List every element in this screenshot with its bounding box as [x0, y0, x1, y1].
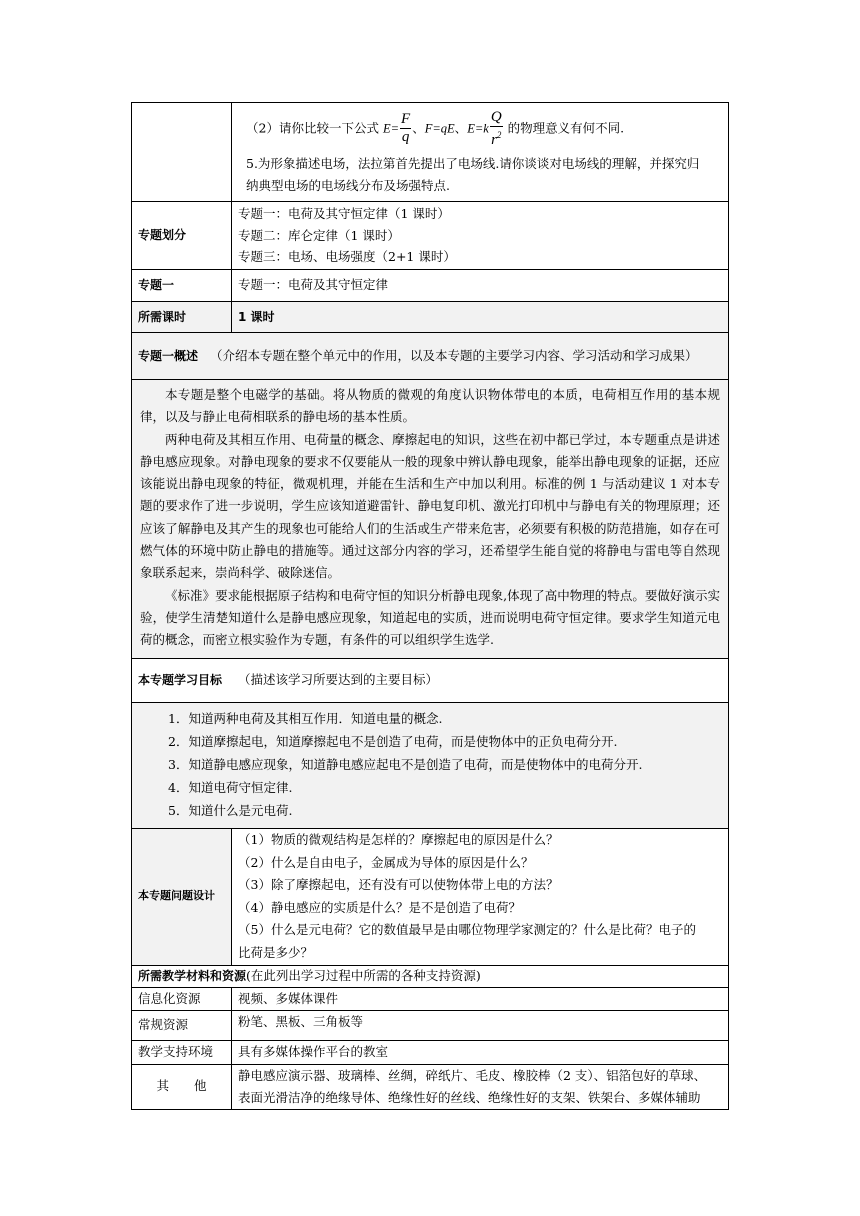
goal-item: 1．知道两种电荷及其相互作用．知道电量的概念. — [168, 710, 443, 726]
questions-cell — [232, 828, 729, 965]
resource-label: 常规资源 — [132, 1011, 232, 1041]
topic1-value: 专题一：电荷及其守恒定律 — [232, 270, 729, 302]
goals-title: 本专题学习目标 — [138, 672, 223, 687]
resource-row-environment — [132, 1041, 729, 1065]
resource-value: 视频、多媒体课件 — [232, 987, 729, 1011]
resource-other-line: 表面光滑洁净的绝缘导体、绝缘性好的丝线、绝缘性好的支架、铁架台、多媒体辅助 — [238, 1089, 701, 1105]
lesson-plan-table — [131, 102, 729, 1110]
question-item: 比荷是多少？ — [238, 944, 314, 960]
question-5-line-1: 5.为形象描述电场，法拉第首先提出了电场线.请你谈谈对电场线的理解，并探究归 — [246, 155, 700, 171]
formula-e-field: E= — [382, 121, 400, 135]
topic-item: 专题二：库仑定律（1 课时） — [238, 227, 400, 243]
overview-paragraph: 《标准》要求能根据原子结构和电荷守恒的知识分析静电现象,体现了高中物理的特点。要做好演示实验，使学生清楚知道什么是静电感应现象，知道起电的实质，进而说明电荷守恒定律。要求学生知道元电荷的概念，而密立根实验作为专题，有条件的可以组织学生选学. — [140, 587, 720, 648]
question-item: （4）静电感应的实质是什么？是不是创造了电荷？ — [238, 899, 521, 915]
overview-header-row — [132, 333, 729, 380]
formula-point-charge: E=k — [467, 121, 489, 135]
resource-row-regular — [132, 1011, 729, 1041]
hours-row — [132, 302, 729, 333]
resource-value: 粉笔、黑板、三角板等 — [232, 1011, 729, 1041]
overview-note: （介绍本专题在整个单元中的作用，以及本专题的主要学习内容、学习活动和学习成果） — [210, 347, 698, 363]
goals-note: （描述该学习所要达到的主要目标） — [238, 671, 439, 687]
overview-header — [132, 333, 729, 380]
fraction-q-over-r2 — [490, 109, 503, 149]
hours-value: 1 课时 — [232, 302, 729, 333]
formula-force: F=qE — [424, 121, 455, 135]
goals-header-row — [132, 658, 729, 702]
goals-header — [132, 658, 729, 702]
question-5-line-2: 纳典型电场的电场线分布及场强特点. — [246, 178, 450, 193]
hours-label: 所需课时 — [132, 302, 232, 333]
question-2-suffix: 的物理意义有何不同. — [503, 120, 625, 135]
denominator-base: r — [491, 131, 497, 148]
resources-header — [132, 965, 729, 987]
goal-item: 3．知道静电感应现象，知道静电感应起电不是创造了电荷，而是使物体中的电荷分开. — [168, 756, 643, 772]
overview-paragraph: 两种电荷及其相互作用、电荷量的概念、摩擦起电的知识，这些在初中都已学过，本专题重点是讲述静电感应现象。对静电现象的要求不仅要能从一般的现象中辨认静电现象，能举出静电现象的证据，还应该能说出静电现象的特征，微观机理，并能在生活和生产中加以利用。标准的例 1 与活动建议 1 对本专题的要求作了进一步说明，学生应该知道避雷针、静电复印机、激光打印机中与静电有关的物理原理；还应该了解静电及其产生的现象也可能给人们的生活或生产带来危害，必须要有积极的防范措施，如存在可燃气体的环境中防止静电的措施等。通过这部分内容的学习，还希望学生能自觉的将静电与雷电等自然现象联系起来，崇尚科学、破除迷信。 — [140, 431, 720, 581]
topics-row — [132, 202, 729, 270]
question-item: （2）什么是自由电子，金属成为导体的原因是什么？ — [238, 854, 534, 870]
separator: 、 — [454, 120, 468, 135]
question-item: （5）什么是元电荷？它的数值最早是由哪位物理学家测定的？什么是比荷？电子的 — [238, 922, 696, 938]
topics-cell — [232, 202, 729, 270]
fraction-denominator: q — [401, 129, 410, 145]
topic-item: 专题三：电场、电场强度（2+1 课时） — [238, 249, 456, 265]
overview-paragraph: 本专题是整个电磁学的基础。将从物质的微观的角度认识物体带电的本质，电荷相互作用的基本规律，以及与静止电荷相联系的静电场的基本性质。 — [140, 387, 720, 425]
overview-title: 专题一概述 — [138, 348, 199, 363]
denominator-exponent: 2 — [496, 129, 502, 140]
resources-header-row — [132, 965, 729, 987]
fraction-numerator: Q — [490, 108, 502, 125]
topic1-label: 专题一 — [132, 270, 232, 302]
resource-row-info — [132, 987, 729, 1011]
resources-note: (在此列出学习过程中所需的各种支持资源) — [246, 968, 481, 984]
questions-row — [132, 828, 729, 965]
goal-item: 4．知道电荷守恒定律. — [168, 779, 293, 795]
resource-value: 具有多媒体操作平台的教室 — [232, 1041, 729, 1065]
goal-item: 5．知道什么是元电荷. — [168, 802, 293, 818]
resource-label: 其 他 — [132, 1064, 232, 1109]
separator: 、 — [412, 120, 425, 135]
fraction-denominator — [490, 127, 503, 149]
formula-question-row — [132, 103, 729, 202]
formula-question-label-cell — [132, 103, 232, 202]
topic-item: 专题一：电荷及其守恒定律（1 课时） — [238, 206, 450, 222]
questions-label: 本专题问题设计 — [132, 828, 232, 965]
overview-body-row — [132, 380, 729, 659]
resources-title: 所需教学材料和资源 — [138, 969, 247, 984]
lesson-plan-page — [131, 102, 728, 1110]
resource-label: 信息化资源 — [132, 987, 232, 1011]
topics-label: 专题划分 — [132, 202, 232, 270]
goals-list — [132, 702, 729, 828]
fraction-f-over-q — [400, 111, 411, 146]
goals-list-row — [132, 702, 729, 828]
resource-other-line: 静电感应演示器、玻璃棒、丝绸，碎纸片、毛皮、橡胶棒（2 支）、铝箔包好的草球、 — [238, 1067, 707, 1083]
topic1-row — [132, 270, 729, 302]
resource-row-other — [132, 1064, 729, 1109]
question-2-prefix: （2）请你比较一下公式 — [246, 120, 383, 135]
question-2 — [246, 109, 722, 149]
formula-question-cell — [232, 103, 729, 202]
overview-body — [132, 380, 729, 659]
resource-label: 教学支持环境 — [132, 1041, 232, 1065]
resource-other-cell — [232, 1064, 729, 1109]
fraction-numerator: F — [401, 111, 411, 127]
question-item: （3）除了摩擦起电，还有没有可以使物体带上电的方法？ — [238, 877, 559, 893]
goal-item: 2．知道摩擦起电，知道摩擦起电不是创造了电荷，而是使物体中的正负电荷分开. — [168, 733, 618, 749]
question-item: （1）物质的微观结构是怎样的？摩擦起电的原因是什么？ — [238, 832, 559, 848]
